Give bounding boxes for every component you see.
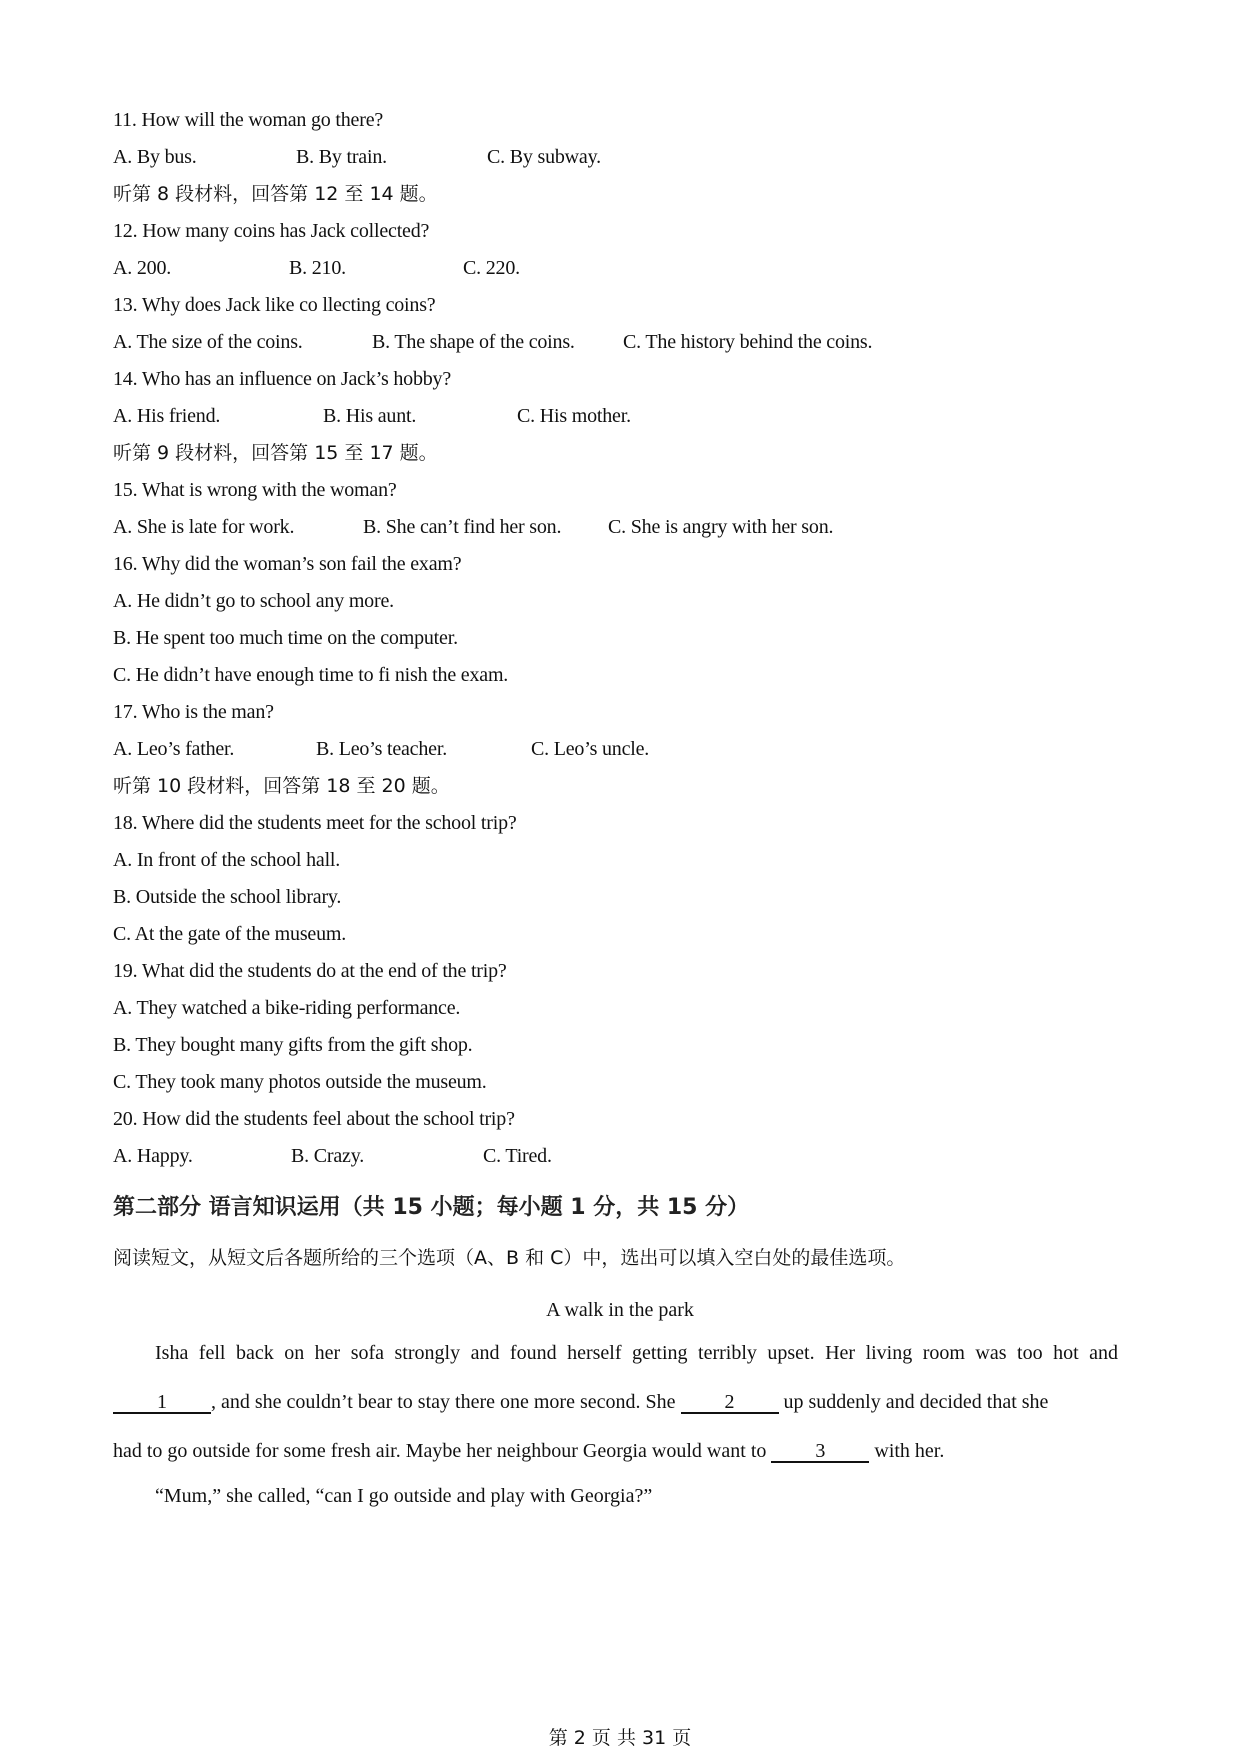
blank-1[interactable]: 1: [113, 1392, 211, 1414]
blank-2[interactable]: 2: [681, 1392, 779, 1414]
option-a: A. Leo’s father.: [113, 738, 235, 760]
passage-text: , and she couldn’t bear to stay there one more second. She: [211, 1391, 676, 1413]
option-a: A. By bus.: [113, 146, 197, 168]
section-note-10: 听第 10 段材料，回答第 18 至 20 题。: [113, 775, 450, 797]
question-number: 15.: [113, 479, 138, 501]
question-15: [113, 478, 397, 502]
page-footer: 第 2 页 共 31 页: [548, 1727, 692, 1749]
option-b: B. His aunt.: [323, 405, 417, 427]
option-b: B. Outside the school library.: [113, 886, 342, 908]
question-16: [113, 552, 461, 576]
option-a: A. 200.: [113, 257, 172, 279]
question-20: [113, 1107, 515, 1131]
option-c: C. Tired.: [483, 1145, 552, 1167]
passage-line-1: Isha fell back on her sofa strongly and found herself getting terribly upset. Her living room was too hot and: [155, 1342, 1118, 1364]
options-row-15: [113, 515, 1113, 539]
question-text: Where did the students meet for the school trip?: [141, 812, 517, 834]
passage-title: A walk in the park: [546, 1299, 694, 1321]
option-c: C. His mother.: [517, 405, 631, 427]
section-note-9: 听第 9 段材料，回答第 15 至 17 题。: [113, 442, 438, 464]
section-heading: 第二部分 语言知识运用（共 15 小题；每小题 1 分，共 15 分）: [113, 1195, 750, 1220]
option-b: B. Leo’s teacher.: [316, 738, 447, 760]
question-number: 14.: [113, 368, 138, 390]
option-b: B. She can’t find her son.: [363, 516, 562, 538]
question-13: [113, 293, 435, 317]
question-text: What is wrong with the woman?: [141, 479, 397, 501]
question-number: 13.: [113, 294, 138, 316]
question-number: 16.: [113, 553, 138, 575]
passage-line-3: [113, 1439, 1118, 1463]
question-18: [113, 811, 517, 835]
option-c: C. By subway.: [487, 146, 601, 168]
question-text: How did the students feel about the school trip?: [142, 1108, 515, 1130]
options-row-17: [113, 737, 1113, 761]
option-a: A. She is late for work.: [113, 516, 295, 538]
question-number: 20.: [113, 1108, 138, 1130]
passage-text: up suddenly and decided that she: [783, 1391, 1049, 1413]
option-c: C. The history behind the coins.: [623, 331, 873, 353]
passage-line-4: “Mum,” she called, “can I go outside and play with Georgia?”: [155, 1485, 653, 1507]
question-text: How will the woman go there?: [141, 109, 384, 131]
option-c: C. Leo’s uncle.: [531, 738, 650, 760]
options-row-12: [113, 256, 1113, 280]
question-text: How many coins has Jack collected?: [142, 220, 430, 242]
options-row-20: [113, 1144, 1113, 1168]
question-number: 12.: [113, 220, 138, 242]
option-a: A. The size of the coins.: [113, 331, 303, 353]
option-a: A. Happy.: [113, 1145, 193, 1167]
question-text: Why did the woman’s son fail the exam?: [141, 553, 462, 575]
section-note-8: 听第 8 段材料，回答第 12 至 14 题。: [113, 183, 438, 205]
passage-text: with her.: [874, 1440, 945, 1462]
question-12: [113, 219, 429, 243]
section-instruction: 阅读短文，从短文后各题所给的三个选项（A、B 和 C）中，选出可以填入空白处的最佳选项。: [113, 1247, 906, 1269]
question-text: What did the students do at the end of the trip?: [141, 960, 507, 982]
question-14: [113, 367, 451, 391]
question-text: Who has an influence on Jack’s hobby?: [141, 368, 452, 390]
question-17: [113, 700, 274, 724]
options-row-13: [113, 330, 1113, 354]
option-b: B. The shape of the coins.: [372, 331, 575, 353]
option-c: C. They took many photos outside the museum.: [113, 1071, 487, 1093]
passage-text: had to go outside for some fresh air. Maybe her neighbour Georgia would want to: [113, 1440, 767, 1462]
option-b: B. Crazy.: [291, 1145, 364, 1167]
option-c: C. 220.: [463, 257, 520, 279]
option-a: A. In front of the school hall.: [113, 849, 341, 871]
option-b: B. 210.: [289, 257, 346, 279]
option-c: C. At the gate of the museum.: [113, 923, 347, 945]
option-a: A. His friend.: [113, 405, 221, 427]
question-text: Who is the man?: [141, 701, 274, 723]
option-c: C. She is angry with her son.: [608, 516, 834, 538]
question-number: 17.: [113, 701, 138, 723]
option-a: A. They watched a bike-riding performance.: [113, 997, 461, 1019]
blank-3[interactable]: 3: [771, 1441, 869, 1463]
passage-line-2: [113, 1390, 1118, 1414]
option-b: B. By train.: [296, 146, 387, 168]
question-11: [113, 108, 383, 132]
options-row-14: [113, 404, 1113, 428]
option-b: B. He spent too much time on the computer.: [113, 627, 458, 649]
option-a: A. He didn’t go to school any more.: [113, 590, 394, 612]
question-number: 18.: [113, 812, 138, 834]
question-number: 19.: [113, 960, 138, 982]
options-row-11: [113, 145, 1113, 169]
question-text: Why does Jack like co llecting coins?: [141, 294, 436, 316]
option-b: B. They bought many gifts from the gift shop.: [113, 1034, 473, 1056]
question-number: 11.: [113, 109, 137, 131]
option-c: C. He didn’t have enough time to fi nish the exam.: [113, 664, 509, 686]
question-19: [113, 959, 507, 983]
